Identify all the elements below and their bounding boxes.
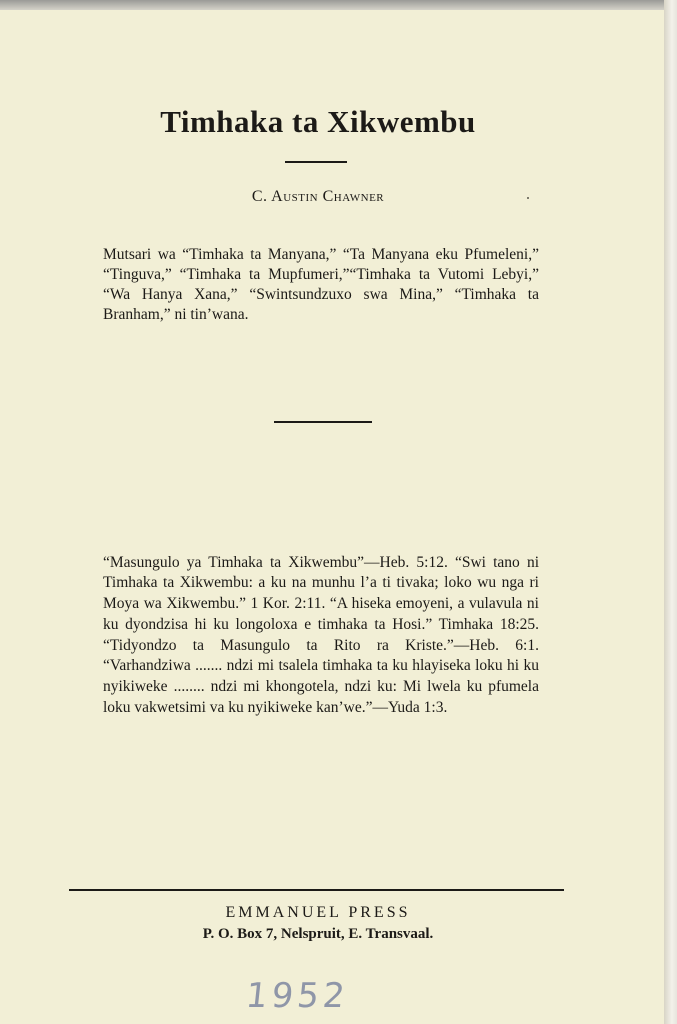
publisher-address: P. O. Box 7, Nelspruit, E. Transvaal. <box>202 926 434 942</box>
ink-speck <box>527 197 529 199</box>
handwritten-year: 1952 <box>243 976 351 1016</box>
publisher-name: EMMANUEL PRESS <box>225 904 411 921</box>
page-right-edge <box>664 0 677 1024</box>
section-rule <box>274 421 372 423</box>
scan-top-edge <box>0 0 664 10</box>
author-name: C. Austin Chawner <box>251 188 385 205</box>
scripture-quote-paragraph: “Masungulo ya Timhaka ta Xikwembu”—Heb. 5:12. “Swi tano ni Timhaka ta Xikwembu: a ku na munhu l’a ti tivaka; loko wu nga ri Moya wa Xikwembu.” 1 Kor. 2:11. “A hiseka emoyeni, a vulavula ni ku dyondzisa hi ku longoloxa e timhaka ta Hosi.” Timhaka 18:25. “Tidyondzo ta Masungulo ta Rito ra Kriste.”—Heb. 6:1. “Varhandziwa ....... ndzi mi tsalela timhaka ta ku hlayiseka loku hi ku nyikiweke ........ ndzi mi khongotela, ndzi ku: Mi lwela ku pfumela loku vakwetsimi va ku nyikiweke kan’we.”—Yuda 1:3. <box>103 553 539 717</box>
publisher-rule <box>69 889 564 891</box>
title-rule <box>285 161 347 163</box>
book-title: Timhaka ta Xikwembu <box>160 104 476 139</box>
other-works-paragraph: Mutsari wa “Timhaka ta Manyana,” “Ta Manyana eku Pfumeleni,” “Tinguva,” “Timhaka ta Mupfumeri,”“Timhaka ta Vutomi Lebyi,” “Wa Hanya Xana,” “Swintsundzuxo swa Mina,” “Timhaka ta Branham,” ni tin’wana. <box>103 245 539 323</box>
